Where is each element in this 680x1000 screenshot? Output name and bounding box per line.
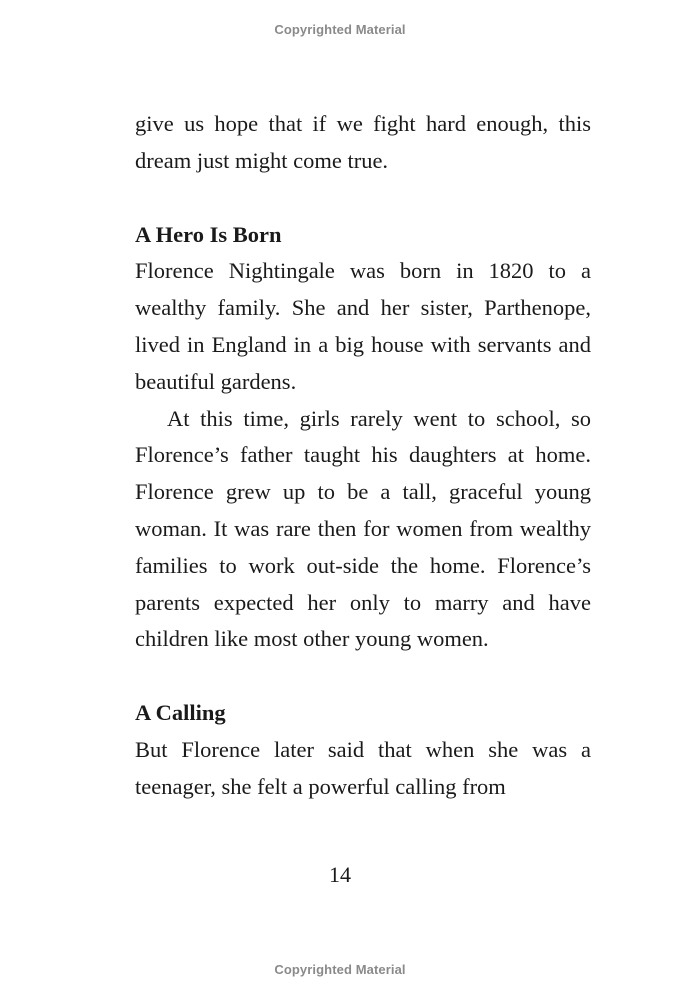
section-heading-hero-is-born: A Hero Is Born	[135, 221, 282, 247]
page-body	[135, 106, 591, 806]
section-heading-calling: A Calling	[135, 700, 226, 726]
paragraph-education: At this time, girls rarely went to school, so Florence’s father taught his daughters at home. Florence grew up to be a tall, graceful young woman. It was rare then for women from wealthy families to work out-side the home. Florence’s parents expected her only to marry and have children like most other young women.	[135, 405, 591, 652]
paragraph-birth: Florence Nightingale was born in 1820 to a wealthy family. She and her sister, Parthenope, lived in England in a big house with servants and beautiful gardens.	[135, 258, 591, 394]
copyright-watermark-bottom: Copyrighted Material	[274, 962, 406, 977]
page-number: 14	[329, 862, 351, 887]
continuation-paragraph: give us hope that if we fight hard enough, this dream just might come true.	[135, 111, 591, 173]
paragraph-calling: But Florence later said that when she was a teenager, she felt a powerful calling from	[135, 736, 591, 799]
copyright-watermark-top: Copyrighted Material	[274, 22, 406, 37]
